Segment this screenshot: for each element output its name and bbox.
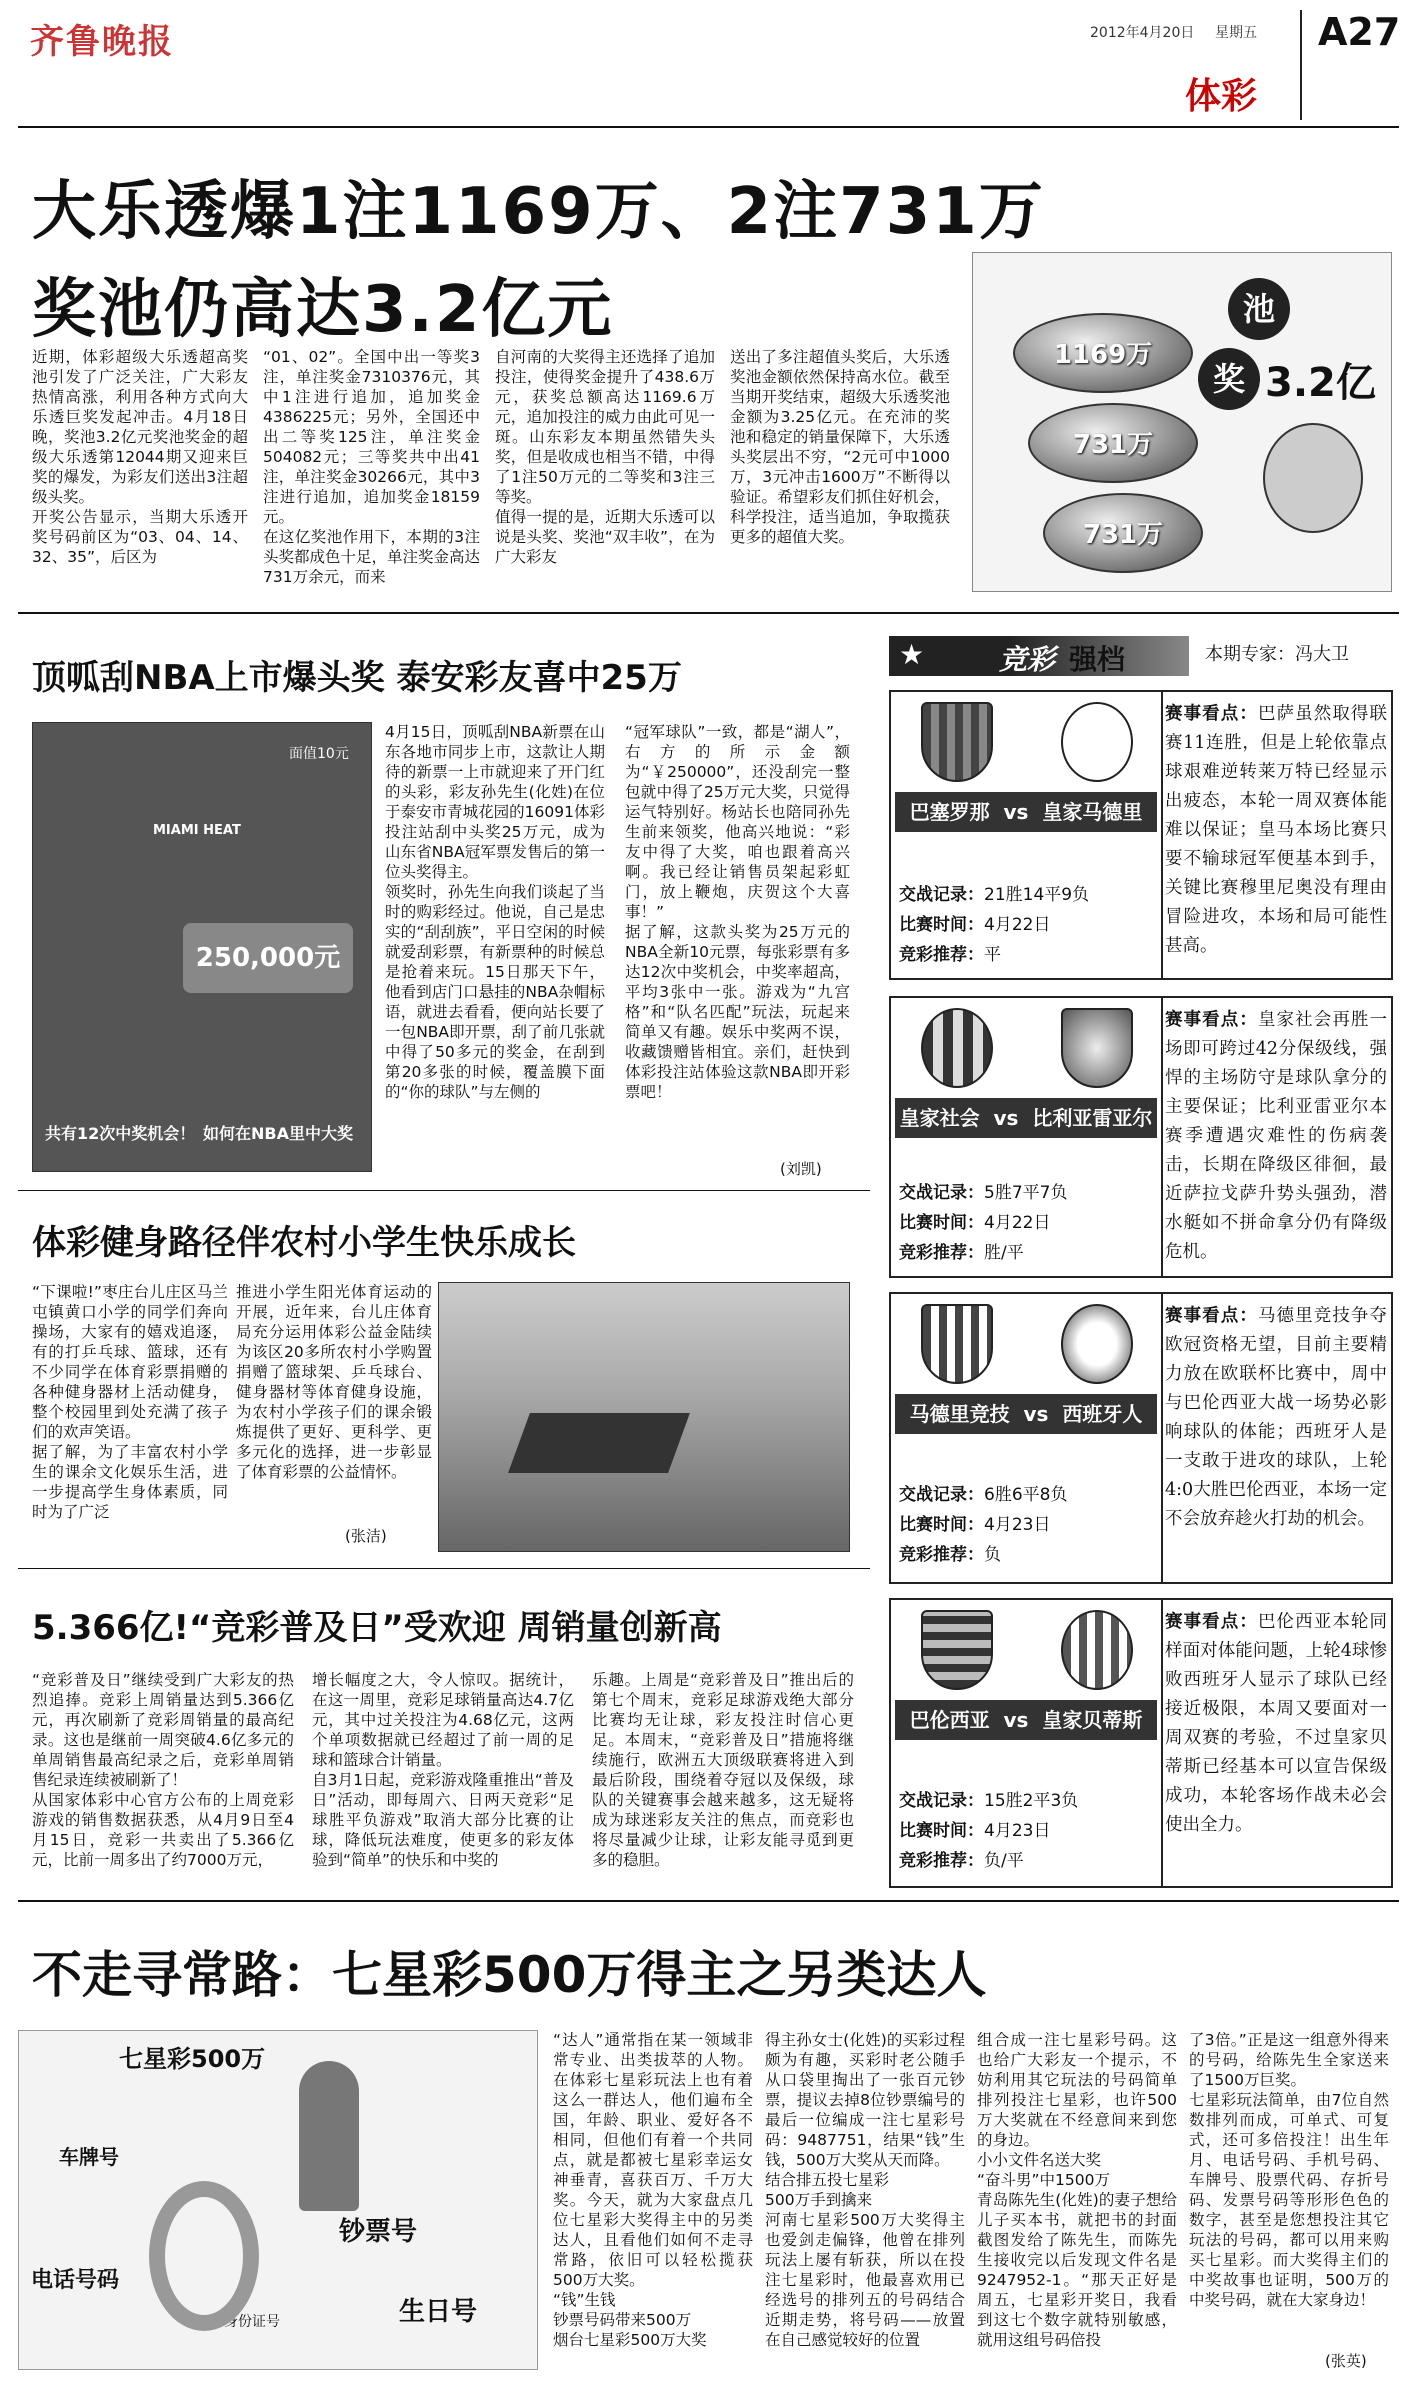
lead-headline-1: 大乐透爆1注1169万、2注731万 [32,175,1045,249]
qxc-graphic-label-6: 身份证号 [224,2314,280,2330]
match-3-pick: 竞彩推荐：负 [899,1545,1001,1565]
ticket-footer: 如何在NBA里中大奖 [203,1124,353,1143]
section-name: 体彩 [1185,76,1258,117]
match-2-teams: 皇家社会 vs 比利亚雷亚尔 [895,1098,1157,1138]
match-4-analysis: 赛事看点：巴伦西亚本轮同样面对体能问题，上轮4球惨败西班牙人显示了球队已经接近极限，本周又要面对一周双赛的考验，不过皇家贝蒂斯已经基本可以宣告保级成功，本轮客场作战未必会使出全力。 [1165,1612,1388,1835]
match-4-record: 交战记录：15胜2平3负 [899,1791,1079,1811]
star-icon: ★ [899,638,925,671]
issue-date: 2012年4月20日 [1090,25,1195,41]
lead-rule [18,612,1399,614]
fitness-column-1: “下课啦!”枣庄台儿庄区马兰屯镇黄口小学的同学们奔向操场，大家有的嬉戏追逐，有的打乒乓球、篮球，还有不少同学在体育彩票捐赠的各种健身器材上活动健身，整个校园里到处充满了孩子们的欢声笑语。 据了解，为了丰富农村小学生的课余文化娱乐生活，进一步提高学生身体素质，同时为了广泛 [32,1283,228,1521]
qxc-title: 不走寻常路：七星彩500万得主之另类达人 [32,1946,987,2004]
nba-ticket-image [32,722,372,1172]
header-divider [1300,10,1302,120]
barcelona-crest-icon [921,702,993,782]
ticket-prize: 250,000元 [183,923,353,993]
header-rule [18,126,1399,128]
villarreal-crest-icon [1061,1008,1133,1088]
match-card-2 [889,996,1393,1278]
nba-column-1: 4月15日，顶呱刮NBA新票在山东各地市同步上市，这款让人期待的新票一上市就迎来了开门红的头彩，彩友孙先生(化姓)在位于泰安市青城花园的16091体彩投注站刮中头奖25万元，成为山东省NBA冠军票发售后的第一位头奖得主。 领奖时，孙先生向我们谈起了当时的购彩经过。他说，自己是忠实的“刮刮族”，平日空闲的时候就爱刮彩票，有新票种的时候总是抢着来玩。15日那天下午，他看到店门口悬挂的NBA杂帽标语，就进去看看，便向站长要了一包NBA即开票，刮了前几张就中得了50多元的奖金，在刮到第20多张的时候，覆盖膜下面的“你的球队”与左侧的 [385,723,605,1101]
qxc-column-1: “达人”通常指在某一领域非常专业、出类拔萃的人物。在体彩七星彩玩法上也有着这么一群达人，他们遍布全国，年龄、职业、爱好各不相同，但他们有着一个共同点，就是都被七星彩幸运女神垂青，喜获百万、千万大奖。今天，就为大家盘点几位七星彩大奖得主中的另类达人，且看他们如何不走寻常路，依旧可以轻松揽获500万大奖。 “钱”生钱 钞票号码带来500万 烟台七星彩500万大奖 [553,2031,753,2349]
match-1-time: 比赛时间：4月22日 [899,915,1051,935]
panel-brand-1: 竞彩 [999,643,1056,676]
qxc-graphic-label-4: 电话号码 [31,2268,120,2293]
lead-column-1: 近期，体彩超级大乐透超高奖池引发了广泛关注，广大彩友热情高涨，利用各种方式向大乐透巨奖发起冲击。4月18日晚，奖池3.2亿元奖池奖金的超级大乐透第12044期又迎来巨奖的爆发，为彩友们送出3注超级头奖。 开奖公告显示，当期大乐透开奖号码前区为“03、04、14、32、35”，后区为 [32,348,248,566]
qxc-graphic-label-5: 生日号 [399,2297,478,2327]
page-number: A27 [1318,10,1401,54]
qxc-graphic-label-1: 七星彩500万 [119,2045,266,2073]
qxc-graphic-label-3: 钞票号 [339,2217,418,2247]
match-4-time: 比赛时间：4月23日 [899,1821,1051,1841]
number-five-icon [149,2181,259,2331]
fitness-rule [18,1568,870,1569]
schoolyard-photo [438,1282,850,1552]
nba-credit: (刘凯) [780,1160,822,1178]
match-2-record: 交战记录：5胜7平7负 [899,1183,1068,1203]
businessman-icon [299,2061,359,2211]
panel-expert: 本期专家：冯大卫 [1205,644,1349,665]
match-1-analysis: 赛事看点：巴萨虽然取得联赛11连胜，但是上轮依靠点球艰难逆转莱万特已经显示出疲态，本轮一周双赛体能难以保证；皇马本场比赛只要不输球冠军便基本到手，关键比赛穆里尼奥没有理由冒险进攻，本场和局可能性甚高。 [1165,704,1388,956]
ingot-1169: 1169万 [1013,313,1193,393]
sales-column-3: 乐趣。上周是“竞彩普及日”推出后的第七个周末，竞彩足球游戏绝大部分比赛均无让球，彩友投注时信心更足。本周末，“竞彩普及日”措施将继续施行，欧洲五大顶级联赛将进入到最后阶段，围绕着夺冠以及保级，球队的关键赛事会越来越多，这无疑将成为球迷彩友关注的焦点，而竞彩也将尽量减少让球，让彩友能寻觅到更多的稳胆。 [592,1671,854,1869]
sales-column-2: 增长幅度之大，令人惊叹。据统计，在这一周里，竞彩足球销量高达4.7亿元，其中过关投注为4.68亿元，这两个单项数据就已经超过了前一周的足球和篮球合计销量。 自3月1日起，竞彩游戏隆重推出“普及日”活动，即每周六、日两天竞彩“足球胜平负游戏”取消大部分比赛的让球，降低玩法难度，使更多的彩友体验到“简单”的快乐和中奖的 [312,1671,574,1869]
cartoon-face-icon [1263,423,1363,533]
match-1-pick: 竞彩推荐：平 [899,945,1001,965]
nba-title: 顶呱刮NBA上市爆头奖 泰安彩友喜中25万 [32,658,682,698]
sales-title: 5.366亿!“竞彩普及日”受欢迎 周销量创新高 [32,1608,722,1648]
match-3-teams: 马德里竞技 vs 西班牙人 [895,1394,1157,1434]
masthead: 齐鲁晚报 [30,22,174,62]
ticket-price: 面值10元 [289,746,349,762]
atletico-madrid-crest-icon [921,1304,993,1384]
bottom-rule [18,1900,1399,1902]
qxc-credit: (张英) [1325,2352,1367,2370]
pool-amount: 3.2亿 [1265,360,1376,406]
ticket-brand: MIAMI HEAT [153,823,241,838]
qxc-column-2: 得主孙女士(化姓)的买彩过程颇为有趣，买彩时老公随手从口袋里掏出了一张百元钞票，提议去掉8位钞票编号的最后一位编成一注七星彩号码：9487751，结果“钱”生钱，500万大奖从天而降。 结合排五投七星彩 500万手到擒来 河南七星彩500万大奖得主也爱剑走偏锋，他曾在排列玩法上屡有斩获，所以在投注七星彩时，他最喜欢用已经选号的排列五的号码结合近期走势，将号码——放置在自己感觉较好的位置 [765,2031,965,2349]
pool-char-2: 奖 [1198,348,1260,410]
real-sociedad-crest-icon [921,1008,993,1088]
qxc-graphic-label-2: 车牌号 [59,2145,119,2169]
match-card-1 [889,690,1393,980]
qxc-graphic [18,2030,538,2370]
pool-char-1: 池 [1228,278,1290,340]
valencia-crest-icon [921,1610,993,1690]
match-2-pick: 竞彩推荐：胜/平 [899,1243,1024,1263]
panel-brand-bar [889,636,1189,676]
fitness-column-2: 推进小学生阳光体育运动的开展，近年来，台儿庄体育局充分运用体彩公益金陆续为该区20多所农村小学购置捐赠了篮球架、乒乓球台、健身器材等体育健身设施，为农村小学孩子们的课余锻炼提供了更好、更科学、更多元化的选择，进一步彰显了体育彩票的公益情怀。 [236,1283,432,1481]
lead-column-3: 自河南的大奖得主还选择了追加投注，使得奖金提升了438.6万元，获奖总额高达1169.6万元，追加投注的威力由此可见一斑。山东彩友本期虽然错失头奖，但是收成也相当不错，中得了1注50万元的二等奖和3注三等奖。 值得一提的是，近期大乐透可以说是头奖、奖池“双丰收”，在为广大彩友 [495,348,715,566]
match-card-3 [889,1292,1393,1584]
match-2-analysis: 赛事看点：皇家社会再胜一场即可跨过42分保级线，强悍的主场防守是球队拿分的主要保证；比利亚雷亚尔本赛季遭遇灾难性的伤病袭击，长期在降级区徘徊，最近萨拉戈萨升势头强劲，潜水艇如不拼命拿分仍有降级危机。 [1165,1010,1388,1262]
panel-brand-2: 强档 [1069,643,1126,676]
match-3-time: 比赛时间：4月23日 [899,1515,1051,1535]
ping-pong-table-icon [508,1413,690,1473]
ingot-731-a: 731万 [1028,403,1198,483]
jackpot-graphic [972,252,1392,592]
ingot-731-b: 731万 [1043,493,1203,573]
qxc-column-4: 了3倍。”正是这一组意外得来的号码，给陈先生全家送来了1500万巨奖。 七星彩玩法简单，由7位自然数排列而成，可单式、可复式，还可多倍投注！出生年月、电话号码、手机号码、车牌号、股票代码、存折号码、发票号码等形形色色的数字，甚至是您想投注其它玩法的号码，都可以用来购买七星彩。而大奖得主们的中奖故事也证明，500万的中奖号码，就在大家身边！ [1189,2031,1389,2309]
ticket-chances: 共有12次中奖机会！ [45,1124,196,1143]
match-card-4 [889,1598,1393,1888]
fitness-title: 体彩健身路径伴农村小学生快乐成长 [32,1223,576,1263]
match-3-record: 交战记录：6胜6平8负 [899,1485,1068,1505]
match-4-teams: 巴伦西亚 vs 皇家贝蒂斯 [895,1700,1157,1740]
issue-weekday: 星期五 [1215,25,1257,41]
real-madrid-crest-icon [1061,702,1133,782]
lead-column-4: 送出了多注超值头奖后，大乐透奖池金额依然保持高水位。截至当期开奖结束，超级大乐透奖池金额为3.25亿元。在充沛的奖池和稳定的销量保障下，大乐透头奖层出不穷，“2元可中1000万，3元冲击1600万”不断得以验证。希望彩友们抓住好机会，科学投注，适当追加，争取揽获更多的超值大奖。 [730,348,950,546]
match-2-time: 比赛时间：4月22日 [899,1213,1051,1233]
nba-rule [18,1190,870,1191]
nba-column-2: “冠军球队”一致，都是“湖人”，右方的所示金额为“￥250000”，还没刮完一整包就中得了25万元大奖，只觉得运气特别好。杨站长也陪同孙先生前来领奖，他高兴地说：“彩友中得了大奖，咱也跟着高兴啊。我已经让销售员架起彩虹门，放上鞭炮，庆贺这个大喜事！” 据了解，这款头奖为25万元的NBA全新10元票，每张彩票有多达12次中奖机会，中奖率超高，平均3张中一张。游戏为“九宫格”和“队名匹配”玩法，玩起来简单又有趣。娱乐中奖两不误，收藏馈赠皆相宜。亲们，赶快到体彩投注站体验这款NBA即开彩票吧！ [625,723,850,1101]
match-1-teams: 巴塞罗那 vs 皇家马德里 [895,792,1157,832]
qxc-column-3: 组合成一注七星彩号码。这也给广大彩友一个提示，不妨利用其它玩法的号码简单排列投注七星彩，也许500万大奖就在不经意间来到您的身边。 小小文件名送大奖 “奋斗男”中1500万 青岛陈先生(化姓)的妻子想给儿子买本书，就把书的封面截图发给了陈先生，而陈先生接收完以后发现文件名是9247952-1。“那天正好是周五，七星彩开奖日，我看到这七个数字就特别敏感，就用这组号码倍投 [977,2031,1177,2349]
match-4-pick: 竞彩推荐：负/平 [899,1851,1024,1871]
lead-column-2: “01、02”。全国中出一等奖3注，单注奖金7310376元，其中1注进行追加，追加奖金4386225元；另外，全国还中出二等奖125注，单注奖金504082元；三等奖共中出41注，单注奖金30266元，其中3注进行追加，追加奖金18159元。 在这亿奖池作用下，本期的3注头奖都成色十足，单注奖金高达731万余元，而来 [263,348,481,586]
sales-column-1: “竞彩普及日”继续受到广大彩友的热烈追捧。竞彩上周销量达到5.366亿元，再次刷新了竞彩周销量的最高纪录。这也是继前一周突破4.6亿多元的单周销售最高纪录之后，竞彩单周销售纪录连续被刷新了！ 从国家体彩中心官方公布的上周竞彩游戏的销售数据获悉，从4月9日至4月15日，竞彩一共卖出了5.366亿元，比前一周多出了约7000万元， [32,1671,294,1869]
real-betis-crest-icon [1061,1610,1133,1690]
fitness-credit: (张洁) [345,1527,387,1545]
match-1-record: 交战记录：21胜14平9负 [899,885,1090,905]
match-3-analysis: 赛事看点：马德里竞技争夺欧冠资格无望，目前主要精力放在欧联杯比赛中，周中与巴伦西亚大战一场势必影响球队的体能；西班牙人是一支敢于进攻的球队，上轮4:0大胜巴伦西亚，本场一定不会放弃趁火打劫的机会。 [1165,1306,1388,1529]
lead-headline-2: 奖池仍高达3.2亿元 [32,273,614,347]
espanyol-crest-icon [1061,1304,1133,1384]
